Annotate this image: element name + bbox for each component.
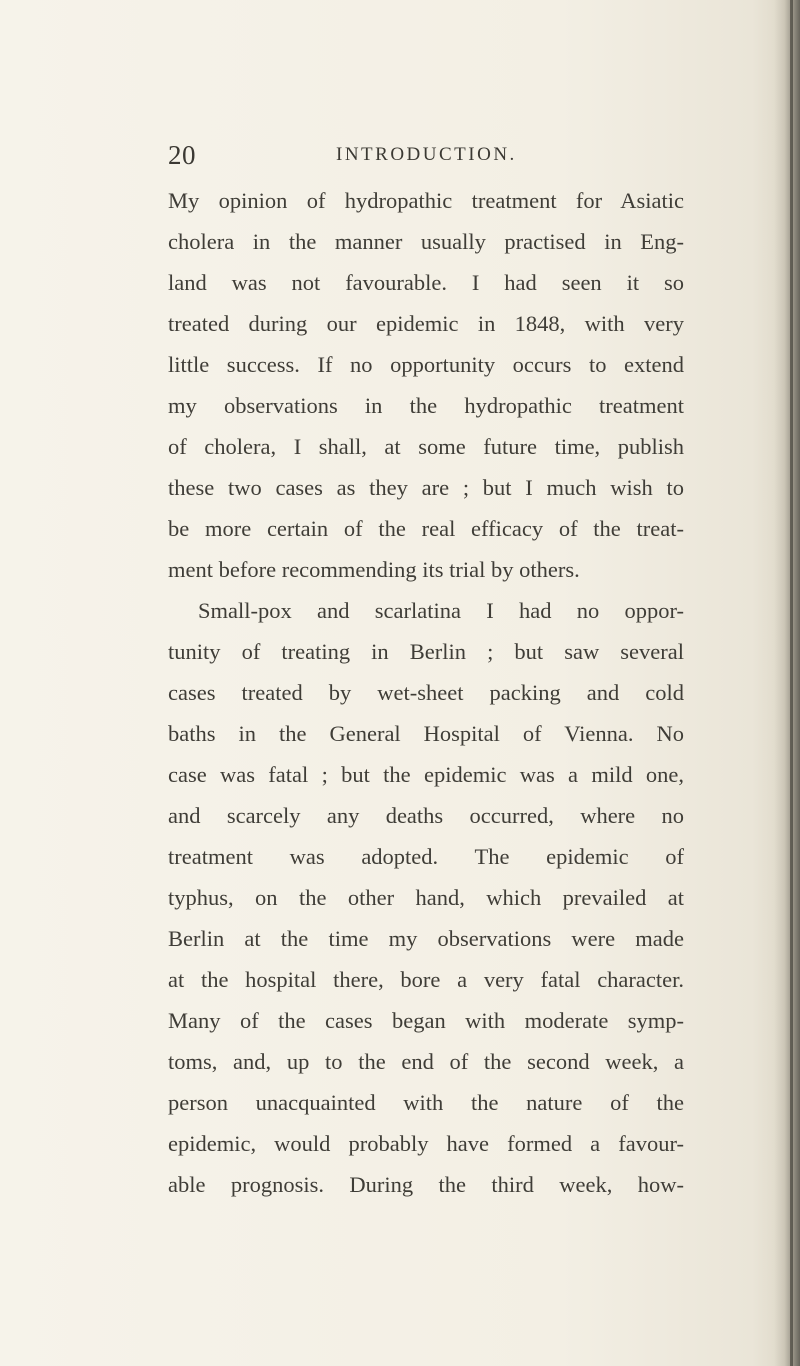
page-header <box>168 140 688 176</box>
text-line: typhus, on the other hand, which prevailed at <box>168 885 684 910</box>
text-line: of cholera, I shall, at some future time, publish <box>168 434 684 459</box>
page-number: 20 <box>168 140 196 170</box>
text-line: person unacquainted with the nature of the <box>168 1090 684 1115</box>
text-line: my observations in the hydropathic treatment <box>168 393 684 418</box>
text-line: treatment was adopted. The epidemic of <box>168 844 684 869</box>
text-line: land was not favourable. I had seen it so <box>168 270 684 295</box>
text-line: these two cases as they are ; but I much wish to <box>168 475 684 500</box>
text-line: treated during our epidemic in 1848, with very <box>168 311 684 336</box>
body-text <box>168 180 684 1205</box>
text-line: toms, and, up to the end of the second week, a <box>168 1049 684 1074</box>
text-line: epidemic, would probably have formed a favour- <box>168 1131 684 1156</box>
text-line: tunity of treating in Berlin ; but saw several <box>168 639 684 664</box>
text-line: case was fatal ; but the epidemic was a mild one, <box>168 762 684 787</box>
running-head: INTRODUCTION. <box>336 144 517 165</box>
spine-edge <box>790 0 793 1366</box>
text-line: ment before recommending its trial by others. <box>168 557 580 582</box>
text-line: at the hospital there, bore a very fatal character. <box>168 967 684 992</box>
text-line: My opinion of hydropathic treatment for Asiatic <box>168 188 684 213</box>
text-line: be more certain of the real efficacy of the treat- <box>168 516 684 541</box>
text-line: and scarcely any deaths occurred, where no <box>168 803 684 828</box>
text-line: able prognosis. During the third week, how- <box>168 1172 684 1197</box>
text-line: Berlin at the time my observations were made <box>168 926 684 951</box>
text-line: cholera in the manner usually practised in Eng- <box>168 229 684 254</box>
text-line: cases treated by wet-sheet packing and cold <box>168 680 684 705</box>
text-line: little success. If no opportunity occurs to extend <box>168 352 684 377</box>
text-line: Small-pox and scarlatina I had no oppor- <box>198 598 684 623</box>
spine-shadow <box>774 0 800 1366</box>
text-line: baths in the General Hospital of Vienna. No <box>168 721 684 746</box>
text-line: Many of the cases began with moderate symp- <box>168 1008 684 1033</box>
